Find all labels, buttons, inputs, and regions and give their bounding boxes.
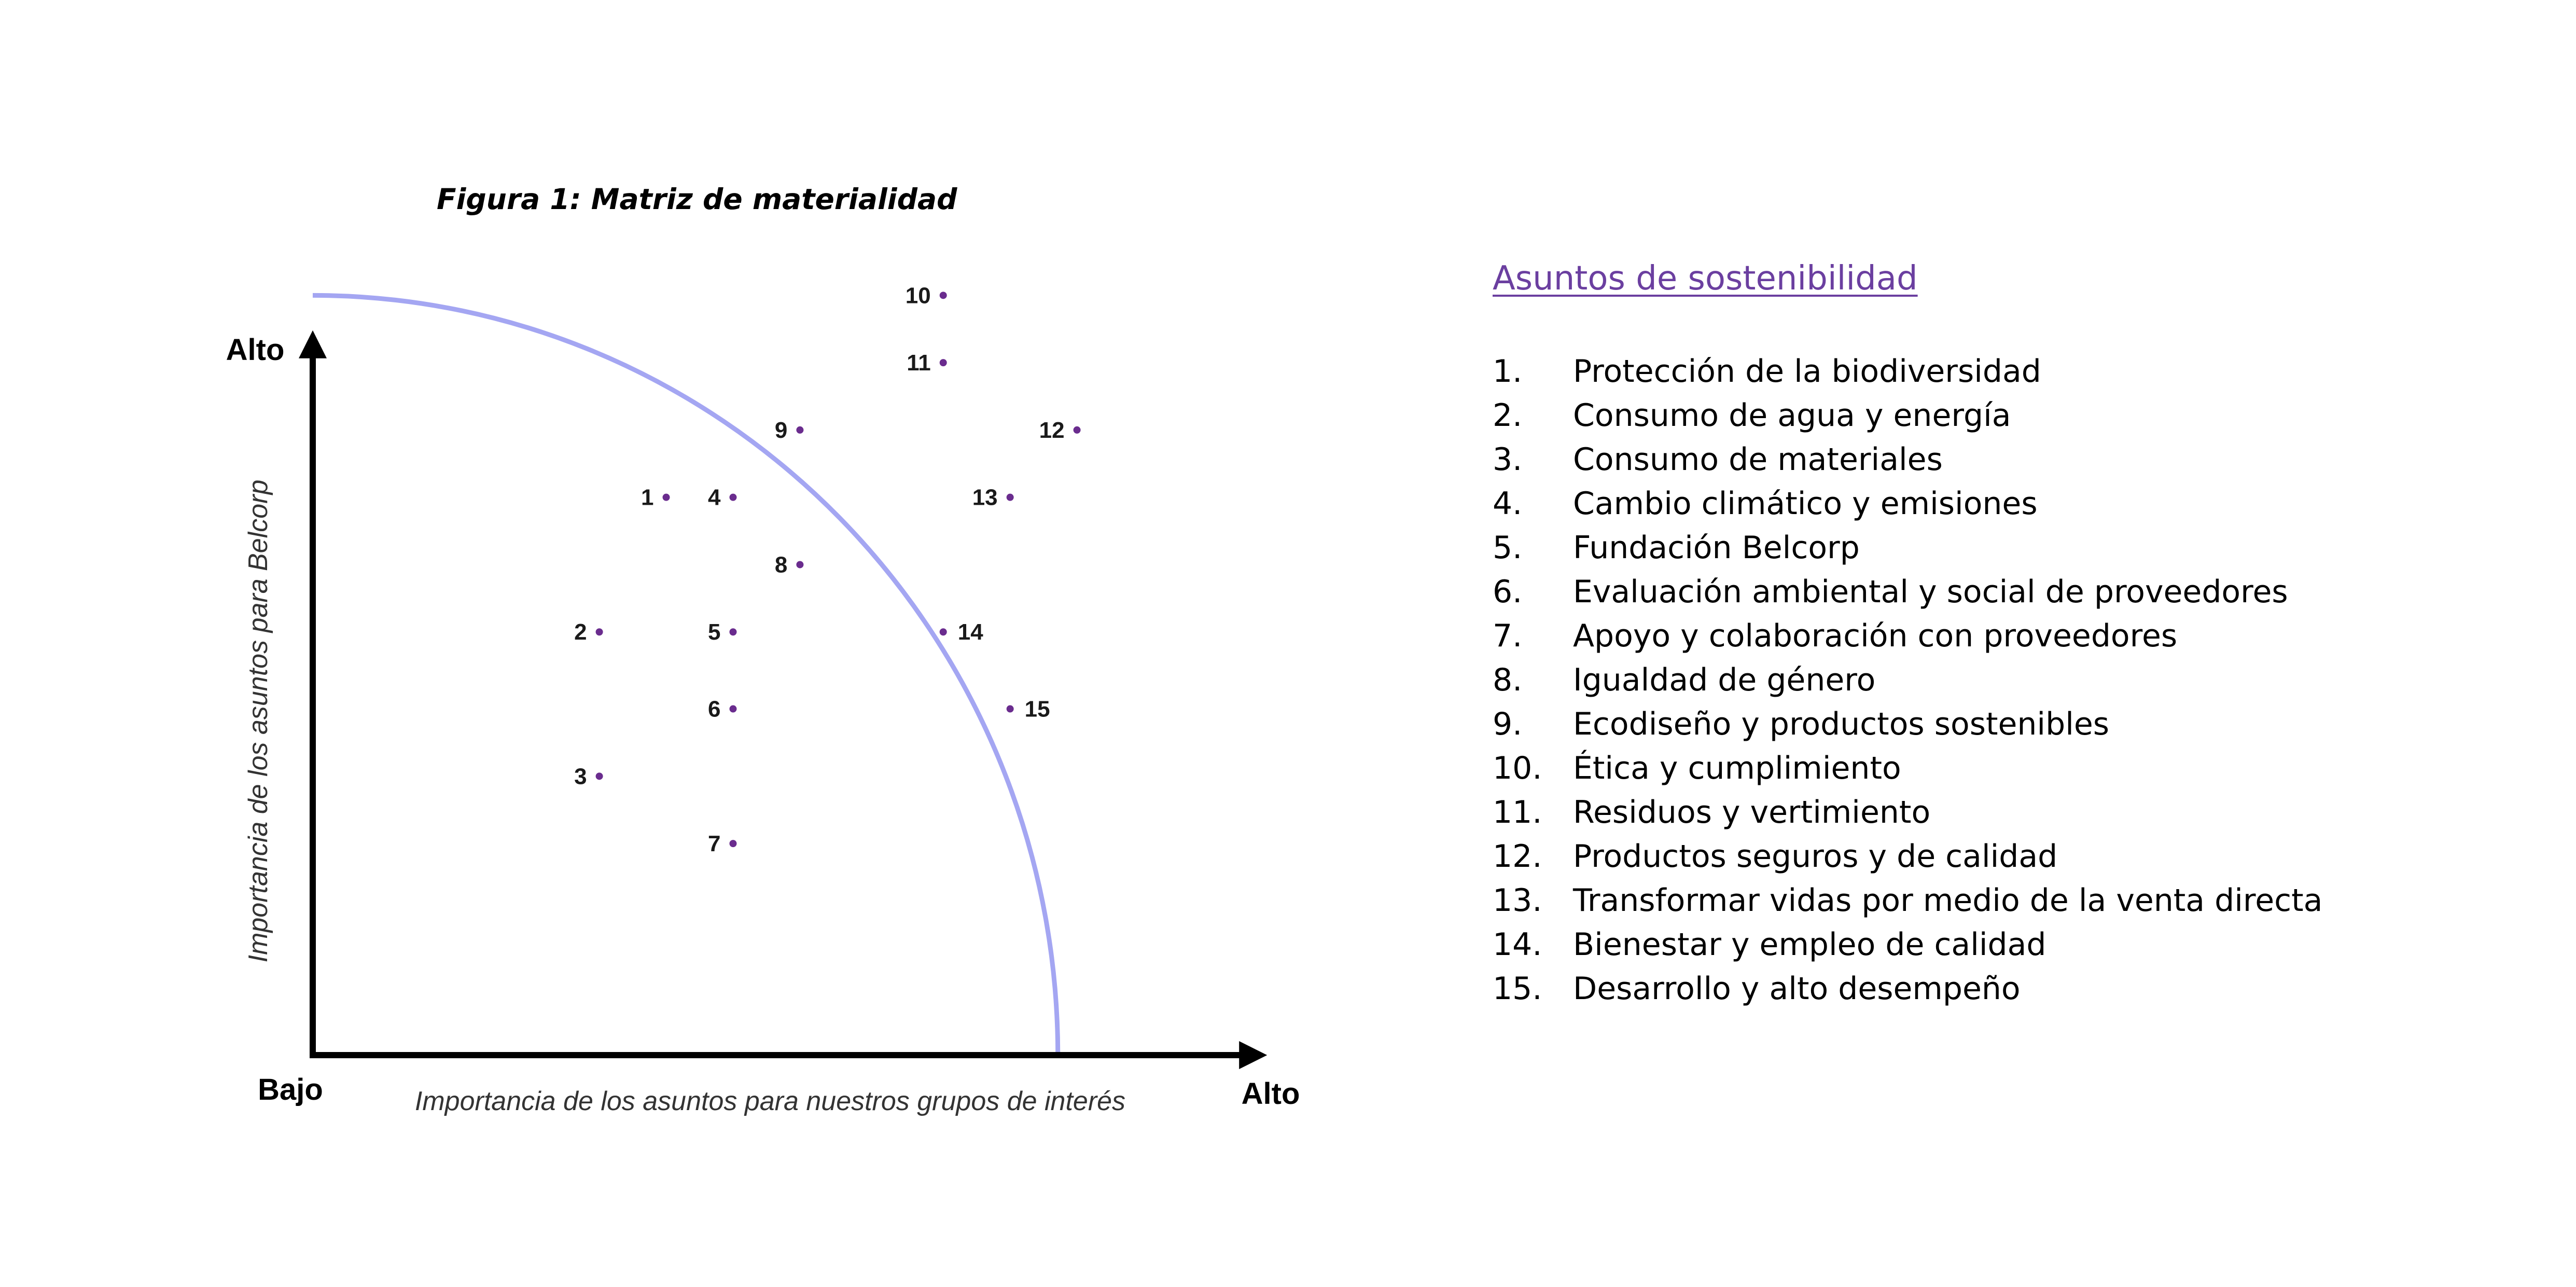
- data-point-label-7: 7: [707, 831, 721, 857]
- legend-panel: [1493, 259, 2530, 1011]
- legend-item-label: Residuos y vertimiento: [1573, 794, 1931, 831]
- x-axis-title: Importancia de los asuntos para nuestros grupos de interés: [414, 1086, 1126, 1116]
- legend-item-label: Consumo de materiales: [1573, 441, 1943, 478]
- data-point-label-12: 12: [1039, 417, 1065, 443]
- legend-item-number: 12.: [1493, 838, 1542, 875]
- legend-item-label: Ética y cumplimiento: [1573, 750, 1901, 786]
- data-point-label-10: 10: [905, 283, 931, 309]
- legend-item: [1493, 350, 2530, 394]
- legend-item-number: 7.: [1493, 618, 1523, 654]
- data-point-label-6: 6: [707, 696, 721, 722]
- legend-title: Asuntos de sostenibilidad: [1493, 259, 1918, 298]
- legend-item-number: 15.: [1493, 971, 1542, 1007]
- data-point-label-5: 5: [707, 619, 721, 645]
- legend-item-label: Transformar vidas por medio de la venta directa: [1573, 882, 2323, 919]
- legend-list: [1493, 350, 2530, 1011]
- data-point-13: [1007, 494, 1014, 501]
- figure-title: Figura 1: Matriz de materialidad: [437, 183, 957, 216]
- materiality-threshold-curve: [313, 295, 1058, 1055]
- legend-item: [1493, 879, 2530, 923]
- legend-item: [1493, 570, 2530, 614]
- data-point-6: [729, 705, 736, 713]
- data-point-label-11: 11: [907, 350, 931, 376]
- data-point-1: [663, 494, 670, 501]
- data-point-label-2: 2: [574, 619, 587, 645]
- legend-item: [1493, 614, 2530, 658]
- legend-item-number: 13.: [1493, 882, 1542, 919]
- x-axis-high-label: Alto: [1241, 1077, 1300, 1111]
- data-point-7: [729, 840, 736, 847]
- data-point-10: [940, 292, 947, 299]
- data-point-label-15: 15: [1024, 696, 1050, 722]
- data-point-5: [729, 628, 736, 635]
- legend-item-number: 5.: [1493, 530, 1523, 566]
- legend-item-number: 3.: [1493, 441, 1523, 478]
- legend-item: [1493, 482, 2530, 526]
- data-point-label-3: 3: [574, 764, 587, 790]
- data-point-14: [940, 628, 947, 635]
- legend-item: [1493, 746, 2530, 791]
- data-point-15: [1007, 705, 1014, 713]
- data-point-12: [1074, 426, 1081, 434]
- data-point-8: [796, 561, 803, 568]
- legend-item-label: Desarrollo y alto desempeño: [1573, 971, 2021, 1007]
- legend-item-label: Consumo de agua y energía: [1573, 397, 2011, 434]
- legend-item: [1493, 438, 2530, 482]
- y-axis-high-label: Alto: [226, 333, 285, 367]
- data-point-3: [596, 772, 603, 780]
- data-point-label-13: 13: [972, 485, 998, 510]
- legend-item-number: 11.: [1493, 794, 1542, 831]
- legend-item-number: 9.: [1493, 706, 1523, 742]
- data-point-label-4: 4: [707, 485, 721, 510]
- data-point-label-8: 8: [774, 552, 788, 578]
- data-point-2: [596, 628, 603, 635]
- legend-item: [1493, 791, 2530, 835]
- x-axis-low-label: Bajo: [258, 1073, 323, 1106]
- legend-item-label: Bienestar y empleo de calidad: [1573, 926, 2046, 963]
- y-axis-title: Importancia de los asuntos para Belcorp: [243, 479, 273, 963]
- legend-item-number: 10.: [1493, 750, 1542, 786]
- legend-item: [1493, 526, 2530, 570]
- data-point-11: [940, 359, 947, 366]
- legend-item-label: Apoyo y colaboración con proveedores: [1573, 618, 2178, 654]
- legend-item-number: 4.: [1493, 486, 1523, 522]
- legend-item-label: Fundación Belcorp: [1573, 530, 1860, 566]
- legend-item-label: Evaluación ambiental y social de proveedores: [1573, 574, 2288, 610]
- data-point-label-1: 1: [641, 485, 654, 510]
- data-point-label-9: 9: [774, 417, 788, 443]
- legend-item-label: Cambio climático y emisiones: [1573, 486, 2038, 522]
- legend-item-number: 14.: [1493, 926, 1542, 963]
- legend-item: [1493, 702, 2530, 746]
- legend-item-number: 6.: [1493, 574, 1523, 610]
- data-point-9: [796, 426, 803, 434]
- legend-item-label: Ecodiseño y productos sostenibles: [1573, 706, 2110, 742]
- legend-item-label: Igualdad de género: [1573, 662, 1876, 698]
- data-point-4: [729, 494, 736, 501]
- legend-item-number: 2.: [1493, 397, 1523, 434]
- legend-item: [1493, 967, 2530, 1011]
- data-point-label-14: 14: [957, 619, 983, 645]
- legend-item: [1493, 923, 2530, 967]
- legend-item-number: 8.: [1493, 662, 1523, 698]
- legend-item: [1493, 394, 2530, 438]
- legend-item-label: Productos seguros y de calidad: [1573, 838, 2058, 875]
- legend-item-label: Protección de la biodiversidad: [1573, 353, 2041, 390]
- legend-item: [1493, 835, 2530, 879]
- legend-item-number: 1.: [1493, 353, 1523, 390]
- legend-item: [1493, 658, 2530, 702]
